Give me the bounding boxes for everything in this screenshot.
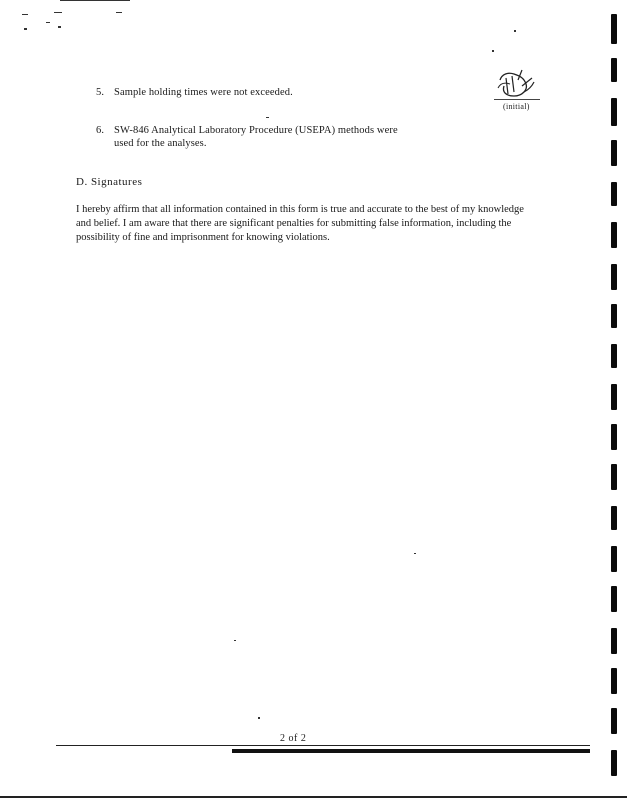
binder-tab <box>611 750 617 776</box>
handwritten-initial-signature <box>492 66 538 102</box>
binder-tab <box>611 304 617 328</box>
binder-tab <box>611 424 617 450</box>
scan-speck <box>54 12 62 13</box>
scan-speck <box>414 553 416 554</box>
item-text: SW-846 Analytical Laboratory Procedure (USEPA) methods were used for the analyses. <box>114 125 398 149</box>
scan-speck <box>266 117 269 118</box>
binder-tab <box>611 708 617 734</box>
item-text: Sample holding times were not exceeded. <box>114 87 293 98</box>
footer-rule <box>56 745 590 746</box>
footer-rule-thick <box>232 749 590 753</box>
binder-tab <box>611 384 617 410</box>
item-number: 6. <box>96 125 105 136</box>
scan-speck <box>234 640 236 641</box>
scan-speck <box>514 30 516 32</box>
initial-underline <box>494 99 540 100</box>
binder-tab <box>611 546 617 572</box>
scan-speck <box>58 26 61 28</box>
bottom-scan-edge <box>0 796 627 798</box>
binder-tab <box>611 98 617 126</box>
binder-tab <box>611 14 617 44</box>
list-item-5 <box>96 86 356 100</box>
item-number: 5. <box>96 87 105 98</box>
binder-tab <box>611 668 617 694</box>
binder-tab <box>611 222 617 248</box>
binder-tab <box>611 140 617 166</box>
scan-speck <box>46 22 50 23</box>
top-scan-line <box>60 0 130 1</box>
binder-tab <box>611 464 617 490</box>
initial-label: (initial) <box>503 102 530 111</box>
list-item-6 <box>96 124 416 152</box>
affirmation-paragraph: I hereby affirm that all information contained in this form is true and accurate to the best of my knowledge and belief. I am aware that there are significant penalties for submitting false information, including the possibility of fine and imprisonment for knowing violations. <box>76 204 524 243</box>
scan-speck <box>24 28 27 30</box>
scan-speck <box>22 14 28 15</box>
page-number: 2 of 2 <box>280 733 307 744</box>
scan-speck <box>258 717 260 719</box>
scan-speck <box>492 50 494 52</box>
binder-tab <box>611 182 617 206</box>
section-heading: D. Signatures <box>76 176 143 188</box>
binder-tab <box>611 628 617 654</box>
binder-tab <box>611 264 617 290</box>
binder-tab <box>611 344 617 368</box>
scan-speck <box>116 12 122 13</box>
binder-tab <box>611 58 617 82</box>
binder-tab <box>611 506 617 530</box>
binder-tab <box>611 586 617 612</box>
